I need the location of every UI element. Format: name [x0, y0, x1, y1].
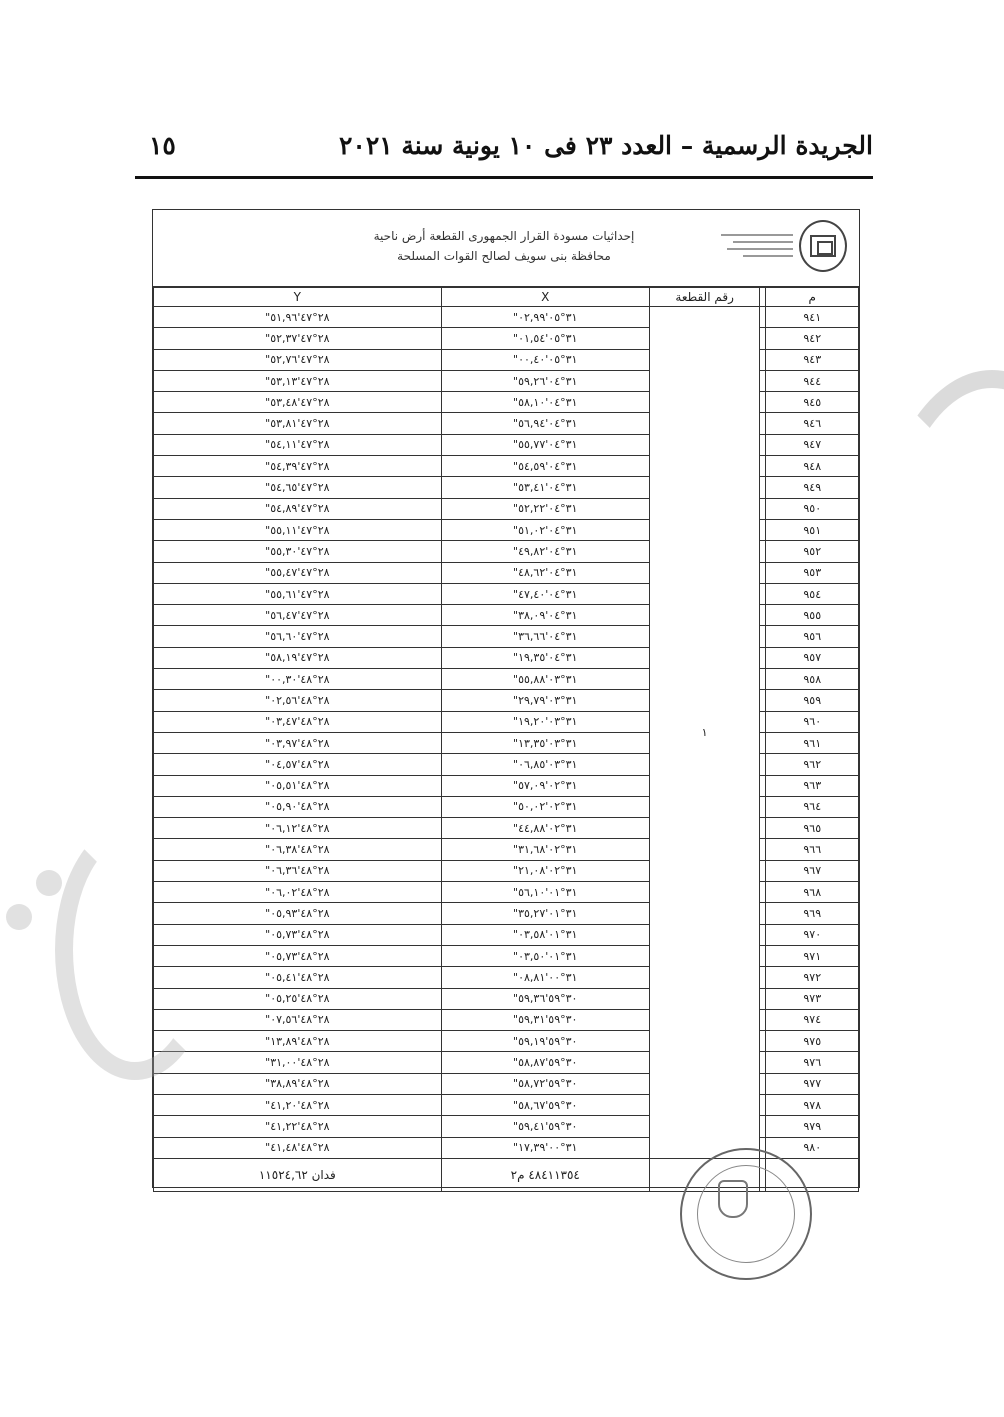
serial-cell: ٩٥٩	[766, 690, 859, 711]
x-coordinate-cell: ٣١°٠٤'٥١,٠٢"	[441, 519, 649, 540]
y-coordinate-cell: ٢٨°٤٧'٥٤,٣٩"	[154, 456, 442, 477]
watermark-dot	[36, 870, 62, 896]
x-coordinate-cell: ٣١°٠٢'٥٠,٠٢"	[441, 796, 649, 817]
gap-cell	[760, 647, 766, 668]
y-coordinate-cell: ٢٨°٤٨'٤١,٤٨"	[154, 1137, 442, 1158]
serial-cell: ٩٥٢	[766, 541, 859, 562]
x-coordinate-cell: ٣١°٠٠'١٧,٣٩"	[441, 1137, 649, 1158]
serial-cell: ٩٧٤	[766, 1009, 859, 1030]
y-coordinate-cell: ٢٨°٤٨'٠٢,٥٦"	[154, 690, 442, 711]
gap-cell	[760, 818, 766, 839]
header-y: Y	[154, 288, 442, 307]
table-row	[154, 307, 859, 328]
y-coordinate-cell: ٢٨°٤٨'٠٠,٣٠"	[154, 669, 442, 690]
gap-cell	[760, 392, 766, 413]
stamp-ring-icon	[697, 1165, 795, 1263]
gap-cell	[760, 711, 766, 732]
x-coordinate-cell: ٣٠°٥٩'٥٨,٨٧"	[441, 1052, 649, 1073]
y-coordinate-cell: ٢٨°٤٧'٥١,٩٦"	[154, 307, 442, 328]
serial-cell: ٩٨٠	[766, 1137, 859, 1158]
ministry-logo-icon	[799, 220, 847, 272]
x-coordinate-cell: ٣٠°٥٩'٥٨,٧٢"	[441, 1073, 649, 1094]
y-coordinate-cell: ٢٨°٤٨'٣١,٠٠"	[154, 1052, 442, 1073]
serial-cell: ٩٤٢	[766, 328, 859, 349]
header-serial: م	[766, 288, 859, 307]
x-coordinate-cell: ٣١°٠٤'٥٥,٧٧"	[441, 434, 649, 455]
gap-cell	[760, 1052, 766, 1073]
sheet-title-line1: إحداثيات مسودة القرار الجمهورى القطعة أرض ناحية	[373, 229, 635, 243]
x-coordinate-cell: ٣١°٠٤'٥٣,٤١"	[441, 477, 649, 498]
serial-cell: ٩٥١	[766, 519, 859, 540]
watermark-arc-shape	[55, 820, 215, 1080]
y-coordinate-cell: ٢٨°٤٨'٠٥,٤١"	[154, 967, 442, 988]
gap-cell	[760, 519, 766, 540]
gap-cell	[760, 1073, 766, 1094]
y-coordinate-cell: ٢٨°٤٧'٥٢,٣٧"	[154, 328, 442, 349]
x-coordinate-cell: ٣١°٠٤'٥٦,٩٤"	[441, 413, 649, 434]
y-coordinate-cell: ٢٨°٤٧'٥٤,٦٥"	[154, 477, 442, 498]
serial-cell: ٩٤٤	[766, 370, 859, 391]
y-coordinate-cell: ٢٨°٤٨'٠٥,٥١"	[154, 775, 442, 796]
header-gap	[760, 288, 766, 307]
serial-cell: ٩٤٧	[766, 434, 859, 455]
serial-cell: ٩٦٩	[766, 903, 859, 924]
gap-cell	[760, 1031, 766, 1052]
gap-cell	[760, 477, 766, 498]
x-coordinate-cell: ٣١°٠٤'٤٧,٤٠"	[441, 583, 649, 604]
x-coordinate-cell: ٣١°٠٢'٢١,٠٨"	[441, 860, 649, 881]
serial-cell: ٩٥٠	[766, 498, 859, 519]
watermark-arc-shape	[872, 370, 1004, 790]
serial-cell: ٩٥٥	[766, 605, 859, 626]
watermark-logo-icon	[0, 780, 140, 1100]
serial-cell: ٩٦٦	[766, 839, 859, 860]
serial-cell: ٩٧٧	[766, 1073, 859, 1094]
gap-cell	[760, 967, 766, 988]
gap-cell	[760, 732, 766, 753]
sheet-title	[324, 226, 684, 266]
serial-cell: ٩٤٦	[766, 413, 859, 434]
y-coordinate-cell: ٢٨°٤٨'٠٥,٢٥"	[154, 988, 442, 1009]
serial-cell: ٩٥٦	[766, 626, 859, 647]
gap-cell	[760, 413, 766, 434]
y-coordinate-cell: ٢٨°٤٨'٠٦,٣٦"	[154, 860, 442, 881]
x-coordinate-cell: ٣١°٠١'٠٣,٥٠"	[441, 945, 649, 966]
x-coordinate-cell: ٣١°٠٤'٤٨,٦٢"	[441, 562, 649, 583]
x-coordinate-cell: ٣١°٠٤'٥٨,١٠"	[441, 392, 649, 413]
serial-cell: ٩٧٠	[766, 924, 859, 945]
gap-cell	[760, 903, 766, 924]
serial-cell: ٩٥٨	[766, 669, 859, 690]
x-coordinate-cell: ٣١°٠٤'٣٨,٠٩"	[441, 605, 649, 626]
gap-cell	[760, 498, 766, 519]
y-coordinate-cell: ٢٨°٤٧'٥٥,٣٠"	[154, 541, 442, 562]
organization-lines	[721, 229, 793, 269]
total-area-sqm: ٤٨٤١١٣٥٤ م٢	[441, 1158, 649, 1191]
y-coordinate-cell: ٢٨°٤٧'٥٣,١٣"	[154, 370, 442, 391]
y-coordinate-cell: ٢٨°٤٨'٠٥,٩٠"	[154, 796, 442, 817]
x-coordinate-cell: ٣١°٠٣'٥٥,٨٨"	[441, 669, 649, 690]
x-coordinate-cell: ٣١°٠١'٣٥,٢٧"	[441, 903, 649, 924]
x-coordinate-cell: ٣١°٠٣'٢٩,٧٩"	[441, 690, 649, 711]
serial-cell: ٩٦٥	[766, 818, 859, 839]
gap-cell	[760, 605, 766, 626]
watermark-dot	[6, 904, 32, 930]
watermark-arc-icon	[872, 370, 982, 790]
x-coordinate-cell: ٣١°٠٢'٣١,٦٨"	[441, 839, 649, 860]
serial-cell: ٩٤٨	[766, 456, 859, 477]
x-coordinate-cell: ٣١°٠٥'٠١,٥٤"	[441, 328, 649, 349]
serial-cell: ٩٦٠	[766, 711, 859, 732]
gap-cell	[760, 690, 766, 711]
header-divider	[135, 176, 873, 179]
x-coordinate-cell: ٣١°٠٣'٠٦,٨٥"	[441, 754, 649, 775]
y-coordinate-cell: ٢٨°٤٨'٠٤,٥٧"	[154, 754, 442, 775]
x-coordinate-cell: ٣٠°٥٩'٥٩,٤١"	[441, 1116, 649, 1137]
gap-cell	[760, 796, 766, 817]
gap-cell	[760, 860, 766, 881]
y-coordinate-cell: ٢٨°٤٨'٠٣,٩٧"	[154, 732, 442, 753]
serial-cell: ٩٦٧	[766, 860, 859, 881]
serial-cell: ٩٤١	[766, 307, 859, 328]
gap-cell	[760, 988, 766, 1009]
serial-cell: ٩٥٣	[766, 562, 859, 583]
official-stamp-icon	[680, 1148, 812, 1280]
gap-cell	[760, 1116, 766, 1137]
sheet-header	[153, 210, 859, 287]
coordinates-sheet	[152, 209, 860, 1188]
x-coordinate-cell: ٣١°٠٥'٠٢,٩٩"	[441, 307, 649, 328]
y-coordinate-cell: ٢٨°٤٨'٤١,٢٠"	[154, 1094, 442, 1115]
x-coordinate-cell: ٣١°٠٥'٠٠,٤٠"	[441, 349, 649, 370]
gap-cell	[760, 307, 766, 328]
header-plot-number: رقم القطعة	[649, 288, 760, 307]
serial-cell: ٩٧٩	[766, 1116, 859, 1137]
x-coordinate-cell: ٣١°٠٤'٣٦,٦٦"	[441, 626, 649, 647]
gap-cell	[760, 456, 766, 477]
gap-cell	[760, 839, 766, 860]
sheet-title-line2: محافظة بنى سويف لصالح القوات المسلحة	[397, 249, 611, 263]
y-coordinate-cell: ٢٨°٤٨'٠٦,٣٨"	[154, 839, 442, 860]
y-coordinate-cell: ٢٨°٤٧'٥٣,٨١"	[154, 413, 442, 434]
header-x: X	[441, 288, 649, 307]
y-coordinate-cell: ٢٨°٤٧'٥٥,٤٧"	[154, 562, 442, 583]
serial-cell: ٩٦٢	[766, 754, 859, 775]
y-coordinate-cell: ٢٨°٤٨'٠٣,٤٧"	[154, 711, 442, 732]
table-header-row	[154, 288, 859, 307]
y-coordinate-cell: ٢٨°٤٨'٠٥,٧٣"	[154, 924, 442, 945]
y-coordinate-cell: ٢٨°٤٨'٠٥,٩٣"	[154, 903, 442, 924]
serial-cell: ٩٦٤	[766, 796, 859, 817]
x-coordinate-cell: ٣١°٠٤'٤٩,٨٢"	[441, 541, 649, 562]
serial-cell: ٩٦١	[766, 732, 859, 753]
y-coordinate-cell: ٢٨°٤٧'٥٥,١١"	[154, 519, 442, 540]
x-coordinate-cell: ٣٠°٥٩'٥٩,٣١"	[441, 1009, 649, 1030]
coordinates-table	[153, 287, 859, 1192]
x-coordinate-cell: ٣١°٠٣'١٩,٢٠"	[441, 711, 649, 732]
gazette-title: الجريدة الرسمية – العدد ٢٣ فى ١٠ يونية سنة ٢٠٢١	[338, 131, 873, 160]
y-coordinate-cell: ٢٨°٤٨'٣٨,٨٩"	[154, 1073, 442, 1094]
x-coordinate-cell: ٣١°٠٣'١٣,٣٥"	[441, 732, 649, 753]
logo-mark-icon	[810, 235, 836, 257]
serial-cell: ٩٤٩	[766, 477, 859, 498]
gap-cell	[760, 349, 766, 370]
gap-cell	[760, 434, 766, 455]
gap-cell	[760, 583, 766, 604]
gap-cell	[760, 945, 766, 966]
serial-cell: ٩٦٣	[766, 775, 859, 796]
page-number: ١٥	[149, 131, 176, 160]
x-coordinate-cell: ٣٠°٥٩'٥٨,٦٧"	[441, 1094, 649, 1115]
serial-cell: ٩٤٣	[766, 349, 859, 370]
gap-cell	[760, 370, 766, 391]
y-coordinate-cell: ٢٨°٤٧'٥٢,٧٦"	[154, 349, 442, 370]
serial-cell: ٩٧٦	[766, 1052, 859, 1073]
serial-cell: ٩٤٥	[766, 392, 859, 413]
gap-cell	[760, 328, 766, 349]
x-coordinate-cell: ٣١°٠٤'٥٤,٥٩"	[441, 456, 649, 477]
gap-cell	[760, 775, 766, 796]
gap-cell	[760, 541, 766, 562]
serial-cell: ٩٧٢	[766, 967, 859, 988]
y-coordinate-cell: ٢٨°٤٨'٠٧,٥٦"	[154, 1009, 442, 1030]
gap-cell	[760, 1009, 766, 1030]
page-header	[135, 128, 873, 176]
y-coordinate-cell: ٢٨°٤٨'٠٦,١٢"	[154, 818, 442, 839]
eagle-emblem-icon	[718, 1180, 748, 1218]
y-coordinate-cell: ٢٨°٤٨'٠٦,٠٢"	[154, 882, 442, 903]
gap-cell	[760, 669, 766, 690]
y-coordinate-cell: ٢٨°٤٧'٥٥,٦١"	[154, 583, 442, 604]
x-coordinate-cell: ٣١°٠١'٠٣,٥٨"	[441, 924, 649, 945]
serial-cell: ٩٦٨	[766, 882, 859, 903]
plot-number-cell: ١	[649, 307, 760, 1159]
x-coordinate-cell: ٣١°٠٠'٠٨,٨١"	[441, 967, 649, 988]
y-coordinate-cell: ٢٨°٤٧'٥٨,١٩"	[154, 647, 442, 668]
y-coordinate-cell: ٢٨°٤٨'٠٥,٧٣"	[154, 945, 442, 966]
y-coordinate-cell: ٢٨°٤٨'١٣,٨٩"	[154, 1031, 442, 1052]
gap-cell	[760, 882, 766, 903]
gap-cell	[760, 754, 766, 775]
y-coordinate-cell: ٢٨°٤٧'٥٦,٤٧"	[154, 605, 442, 626]
x-coordinate-cell: ٣١°٠١'٥٦,١٠"	[441, 882, 649, 903]
total-area-feddan: فدان ١١٥٢٤,٦٢	[154, 1158, 442, 1191]
serial-cell: ٩٧٥	[766, 1031, 859, 1052]
serial-cell: ٩٧٣	[766, 988, 859, 1009]
x-coordinate-cell: ٣٠°٥٩'٥٩,٣٦"	[441, 988, 649, 1009]
serial-cell: ٩٥٤	[766, 583, 859, 604]
x-coordinate-cell: ٣١°٠٢'٥٧,٠٩"	[441, 775, 649, 796]
gap-cell	[760, 626, 766, 647]
gap-cell	[760, 1094, 766, 1115]
x-coordinate-cell: ٣١°٠٢'٤٤,٨٨"	[441, 818, 649, 839]
serial-cell: ٩٧١	[766, 945, 859, 966]
gap-cell	[760, 562, 766, 583]
x-coordinate-cell: ٣١°٠٤'٥٢,٢٢"	[441, 498, 649, 519]
x-coordinate-cell: ٣١°٠٤'١٩,٣٥"	[441, 647, 649, 668]
gap-cell	[760, 924, 766, 945]
x-coordinate-cell: ٣١°٠٤'٥٩,٢٦"	[441, 370, 649, 391]
x-coordinate-cell: ٣٠°٥٩'٥٩,١٩"	[441, 1031, 649, 1052]
y-coordinate-cell: ٢٨°٤٧'٥٤,١١"	[154, 434, 442, 455]
y-coordinate-cell: ٢٨°٤٧'٥٤,٨٩"	[154, 498, 442, 519]
y-coordinate-cell: ٢٨°٤٨'٤١,٢٢"	[154, 1116, 442, 1137]
y-coordinate-cell: ٢٨°٤٧'٥٣,٤٨"	[154, 392, 442, 413]
serial-cell: ٩٥٧	[766, 647, 859, 668]
y-coordinate-cell: ٢٨°٤٧'٥٦,٦٠"	[154, 626, 442, 647]
serial-cell: ٩٧٨	[766, 1094, 859, 1115]
